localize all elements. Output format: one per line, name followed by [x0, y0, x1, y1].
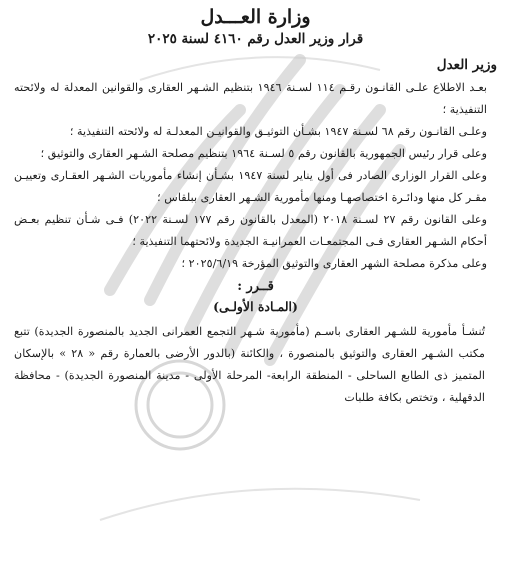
preamble-paragraph-1: بعـد الاطلاع علـى القانـون رقـم ١١٤ لسـنة ١٩٤٦ بتنظيم الشـهر العقارى والقوانين المعدلة له ولائحته التنفيذية ؛ [14, 81, 487, 116]
article-text: تُنشـأ مأمورية للشـهر العقارى باسـم (مأمورية شـهر التجمع العمرانى الجديد بالمنصورة الجديدة) تتبع مكتب الشـهر العقارى والتوثيق بالمنصورة ، والكائنة (بالدور الأرضى بالعمارة رقم « ٢٨ » بالإسكان المتميز ذى الطابع الساحلى - المنطقة الرابعة- المرحلة الأولى - مدينة المنصورة الجديدة) - محافظة الدقهلية ، وتختص بكافة طلبات [14, 325, 485, 404]
minister-label: وزير العدل [436, 57, 497, 73]
document-content [14, 6, 497, 409]
preamble-paragraph-2: وعلـى القانـون رقم ٦٨ لسـنة ١٩٤٧ بشـأن التوثيـق والقوانيـن المعدلـة له ولائحته التنفيذية ؛ [69, 125, 487, 138]
preamble-paragraph-3: وعلى قرار رئيس الجمهورية بالقانون رقم ٥ لسـنة ١٩٦٤ بتنظيم مصلحة الشـهر العقارى والتوثيق ؛ [40, 147, 487, 160]
decree-title: قرار وزير العدل رقم ٤١٦٠ لسنة ٢٠٢٥ [147, 31, 364, 47]
ministry-heading: وزارة العـــدل [200, 6, 311, 28]
article-title: (المـادة الأولـى) [213, 299, 298, 314]
decided-heading: قــرر : [237, 279, 274, 294]
preamble-paragraph-6: وعلى مذكرة مصلحة الشهر العقارى والتوثيق المؤرخة ٢٠٢٥/٦/١٩ ؛ [181, 257, 487, 270]
preamble-paragraph-5: وعلى القانون رقم ٢٧ لسـنة ٢٠١٨ (المعدل بالقانون رقم ١٧٧ لسـنة ٢٠٢٢) فـى شـأن تنظيم بعـض أحكام الشـهر العقارى فـى المجتمعـات العمرانيـة الجديدة ولائحتهما التنفيذية ؛ [14, 213, 487, 248]
preamble-paragraph-4: وعلى القرار الوزارى الصادر فى أول يناير لسنة ١٩٤٧ بشـأن إنشاء مأموريات الشـهر العقـارى وتعييـن مقـر كل منها ودائـرة اختصاصهـا ومنها مأمورية الشـهر العقارى ببلقاس ؛ [14, 169, 487, 204]
